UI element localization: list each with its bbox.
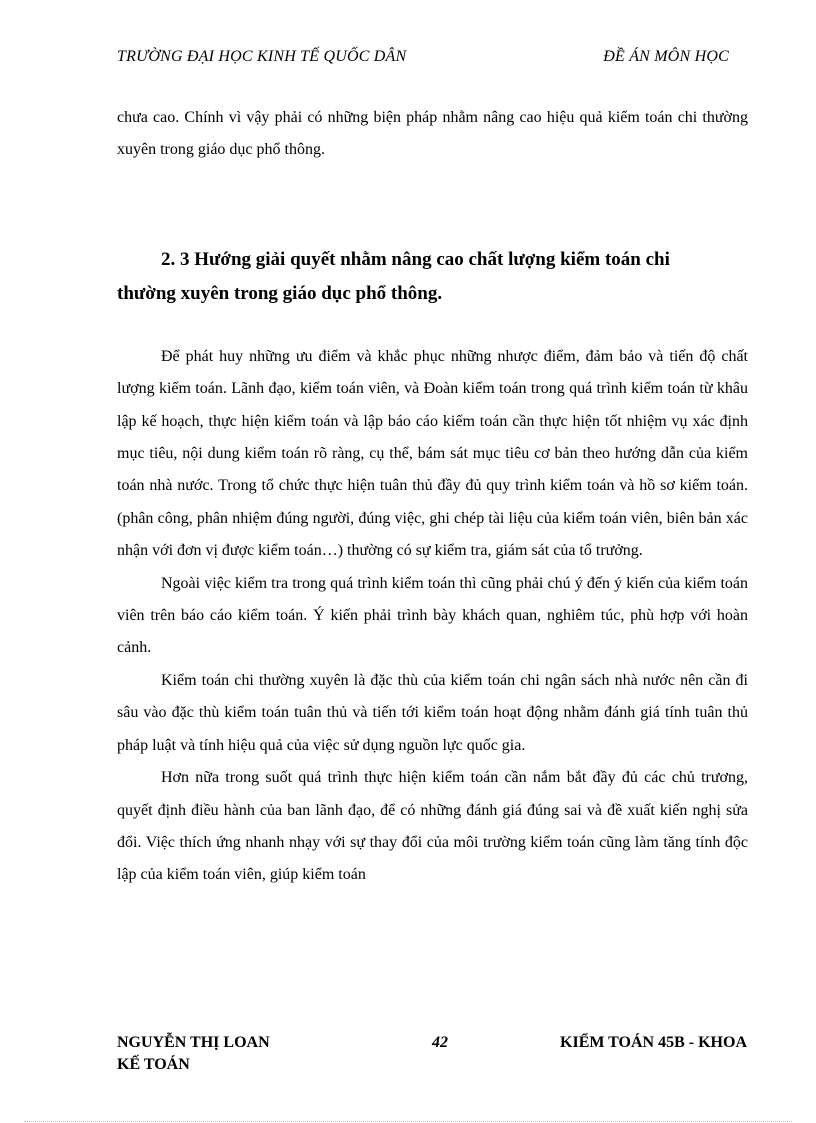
page-bottom-border (24, 1121, 792, 1122)
page-footer (117, 1032, 747, 1082)
page-header (117, 48, 729, 72)
continuation-paragraph: chưa cao. Chính vì vậy phải có những biện pháp nhằm nâng cao hiệu quả kiểm toán chi thường xuyên trong giáo dục phổ thông. (117, 109, 748, 159)
body-paragraph: Kiểm toán chi thường xuyên là đặc thù của kiểm toán chi ngân sách nhà nước nên cần đi sâu vào đặc thù kiểm toán tuân thủ và tiến tới kiểm toán hoạt động nhằm đánh giá tính tuân thủ pháp luật và tính hiệu quả của việc sử dụng nguồn lực quốc gia. (117, 671, 748, 754)
body-paragraph: Ngoài việc kiểm tra trong quá trình kiểm toán thì cũng phải chú ý đến ý kiến của kiểm toán viên trên báo cáo kiểm toán. Ý kiến phải trình bày khách quan, nghiêm túc, phù hợp với hoàn cảnh. (117, 574, 748, 657)
header-university: TRƯỜNG ĐẠI HỌC KINH TẾ QUỐC DÂN (117, 48, 407, 65)
body-paragraph: Hơn nữa trong suốt quá trình thực hiện kiểm toán cần nắm bắt đầy đủ các chủ trương, quyết định điều hành của ban lãnh đạo, để có những đánh giá đúng sai và đề xuất kiến nghị sửa đổi. Việc thích ứng nhanh nhạy với sự thay đổi của môi trường kiểm toán cũng làm tăng tính độc lập của kiểm toán viên, giúp kiểm toán (117, 769, 748, 884)
section-heading: 2. 3 Hướng giải quyết nhằm nâng cao chất lượng kiểm toán chi thường xuyên trong giáo dục phổ thông. (117, 248, 670, 304)
footer-class-label: KIỂM TOÁN 45B - KHOA (560, 1034, 747, 1051)
footer-author-department: KẾ TOÁN (117, 1056, 190, 1073)
footer-author-name: NGUYỄN THỊ LOAN (117, 1034, 270, 1051)
body-paragraph: Để phát huy những ưu điểm và khắc phục những nhược điểm, đảm bảo và tiến độ chất lượng kiểm toán. Lãnh đạo, kiểm toán viên, và Đoàn kiểm toán trong quá trình kiểm toán từ khâu lập kế hoạch, thực hiện kiểm toán và lập báo cáo kiểm toán cần thực hiện tốt nhiệm vụ xác định mục tiêu, nội dung kiểm toán rõ ràng, cụ thể, bám sát mục tiêu cơ bản theo hướng dẫn của kiểm toán nhà nước. Trong tổ chức thực hiện tuân thủ đầy đủ quy trình kiểm toán và hồ sơ kiểm toán. (phân công, phân nhiệm đúng người, đúng việc, ghi chép tài liệu của kiểm toán viên, biên bản xác nhận với đơn vị được kiểm toán…) thường có sự kiểm tra, giám sát của tổ trưởng. (117, 347, 748, 560)
page-body (117, 102, 748, 892)
header-document-type: ĐỀ ÁN MÔN HỌC (603, 48, 729, 65)
page-number: 42 (432, 1034, 448, 1051)
footer-author-block (117, 1032, 337, 1076)
